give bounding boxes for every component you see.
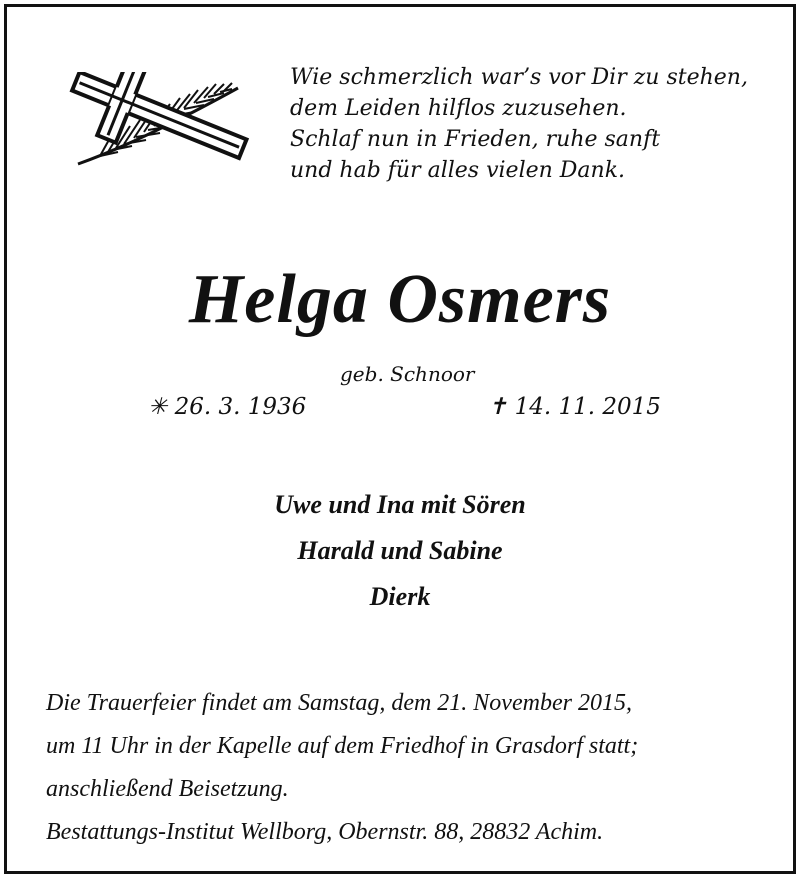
info-line: Die Trauerfeier findet am Samstag, dem 21. November 2015, <box>46 690 632 716</box>
poem <box>290 62 770 186</box>
mourner-line: Uwe und Ina mit Sören <box>274 490 526 519</box>
poem-line: Wie schmerzlich war’s vor Dir zu stehen, <box>290 65 748 90</box>
poem-line: und hab für alles vielen Dank. <box>290 158 626 183</box>
mourner-line: Harald und Sabine <box>297 536 503 565</box>
maiden-name: geb. Schnoor <box>340 362 475 386</box>
birth-date: ✳ 26. 3. 1936 <box>148 394 307 420</box>
cross-with-palm-icon <box>60 72 260 172</box>
info-line: anschließend Beisetzung. <box>46 776 289 802</box>
poem-line: dem Leiden hilflos zuzusehen. <box>290 96 627 121</box>
funeral-info <box>46 682 766 854</box>
deceased-name: Helga Osmers <box>188 261 612 338</box>
death-date: ✝ 14. 11. 2015 <box>488 394 661 420</box>
info-line: um 11 Uhr in der Kapelle auf dem Friedhof in Grasdorf statt; <box>46 733 639 759</box>
info-line: Bestattungs-Institut Wellborg, Obernstr. 88, 28832 Achim. <box>46 819 604 845</box>
poem-line: Schlaf nun in Frieden, ruhe sanft <box>290 127 661 152</box>
mourner-line: Dierk <box>369 582 431 611</box>
